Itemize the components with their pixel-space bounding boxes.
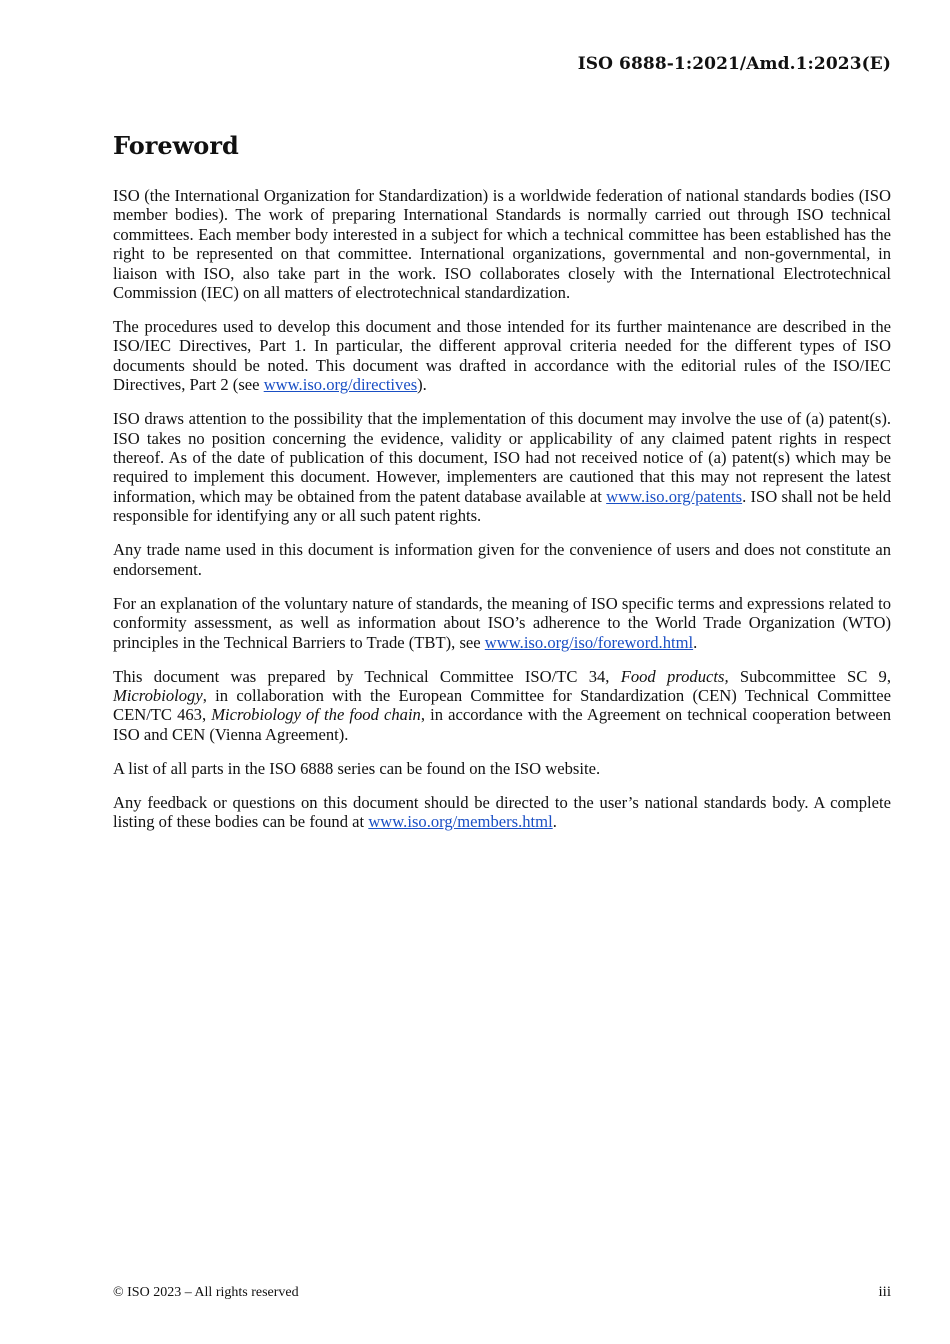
paragraph-text: .: [552, 812, 557, 832]
patents-link[interactable]: www.iso.org/patents: [606, 486, 743, 506]
committee-title-food-products: Food products,: [620, 666, 729, 686]
paragraph-patents: [113, 409, 891, 525]
members-link[interactable]: www.iso.org/members.html: [368, 812, 553, 832]
cen-committee-title: Microbiology of the food chain: [211, 705, 421, 725]
copyright-notice: © ISO 2023 – All rights reserved: [113, 1285, 299, 1300]
subcommittee-title-microbiology: Microbiology: [113, 685, 203, 705]
paragraph-iso-overview: ISO (the International Organization for Standardization) is a worldwide federation of national standards bodies (ISO member bodies). The work of preparing International Standards is normally carried out through ISO technical committees. Each member body interested in a subject for which a technical committee has been established has the right to be represented on that committee. International organizations, governmental and non-governmental, in liaison with ISO, also take part in the work. ISO collaborates closely with the International Electrotechnical Commission (IEC) on all matters of electrotechnical standardization.: [113, 186, 891, 303]
directives-link[interactable]: www.iso.org/directives: [263, 375, 418, 395]
page-title: Foreword: [113, 131, 239, 160]
paragraph-feedback: [113, 793, 891, 832]
paragraph-trade-name: Any trade name used in this document is information given for the convenience of users and does not constitute an endorsement.: [113, 540, 891, 579]
paragraph-text: Subcommittee SC 9,: [728, 666, 891, 686]
paragraph-text: . ISO shall not be held responsible for identifying any or all such patent rights.: [113, 486, 892, 526]
foreword-body: [113, 186, 891, 846]
foreword-link[interactable]: www.iso.org/iso/foreword.html: [484, 632, 694, 652]
page-number: iii: [878, 1284, 891, 1300]
paragraph-text: The procedures used to develop this document and those intended for its further maintenance are described in the ISO/IEC Directives, Part 1. In particular, the different approval criteria needed for the different types of ISO documents should be noted. This document was drafted in accordance with the editorial rules of the ISO/IEC Directives, Part 2 (see: [113, 317, 891, 395]
paragraph-text: .: [693, 632, 698, 652]
paragraph-committee: [113, 667, 891, 745]
paragraph-procedures: [113, 317, 891, 395]
paragraph-text: , in accordance with the Agreement on technical cooperation between ISO and CEN (Vienna Agreement).: [113, 705, 891, 744]
paragraph-text: Any feedback or questions on this document should be directed to the user’s national standards body. A complete listing of these bodies can be found at: [113, 792, 891, 832]
paragraph-text: , in collaboration with the European Committee for Standardization (CEN) Technical Committee CEN/TC 463,: [113, 685, 891, 725]
paragraph-text: For an explanation of the voluntary nature of standards, the meaning of ISO specific terms and expressions related to conformity assessment, as well as information about ISO’s adherence to the World Trade Organization (WTO) principles in the Technical Barriers to Trade (TBT), see: [113, 593, 891, 652]
document-reference: ISO 6888-1:2021/Amd.1:2023(E): [577, 54, 891, 74]
paragraph-series-list: A list of all parts in the ISO 6888 series can be found on the ISO website.: [113, 758, 601, 778]
paragraph-text: This document was prepared by Technical Committee ISO/TC 34,: [113, 666, 621, 686]
paragraph-text: ISO draws attention to the possibility that the implementation of this document may involve the use of (a) patent(s). ISO takes no position concerning the evidence, validity or applicability of any claimed patent rights in respect thereof. As of the date of publication of this document, ISO had not received notice of (a) patent(s) which may be required to implement this document. However, implementers are cautioned that this may not represent the latest information, which may be obtained from the patent database available at: [113, 409, 891, 506]
paragraph-voluntary-nature: [113, 594, 891, 652]
paragraph-text: ).: [417, 375, 427, 395]
